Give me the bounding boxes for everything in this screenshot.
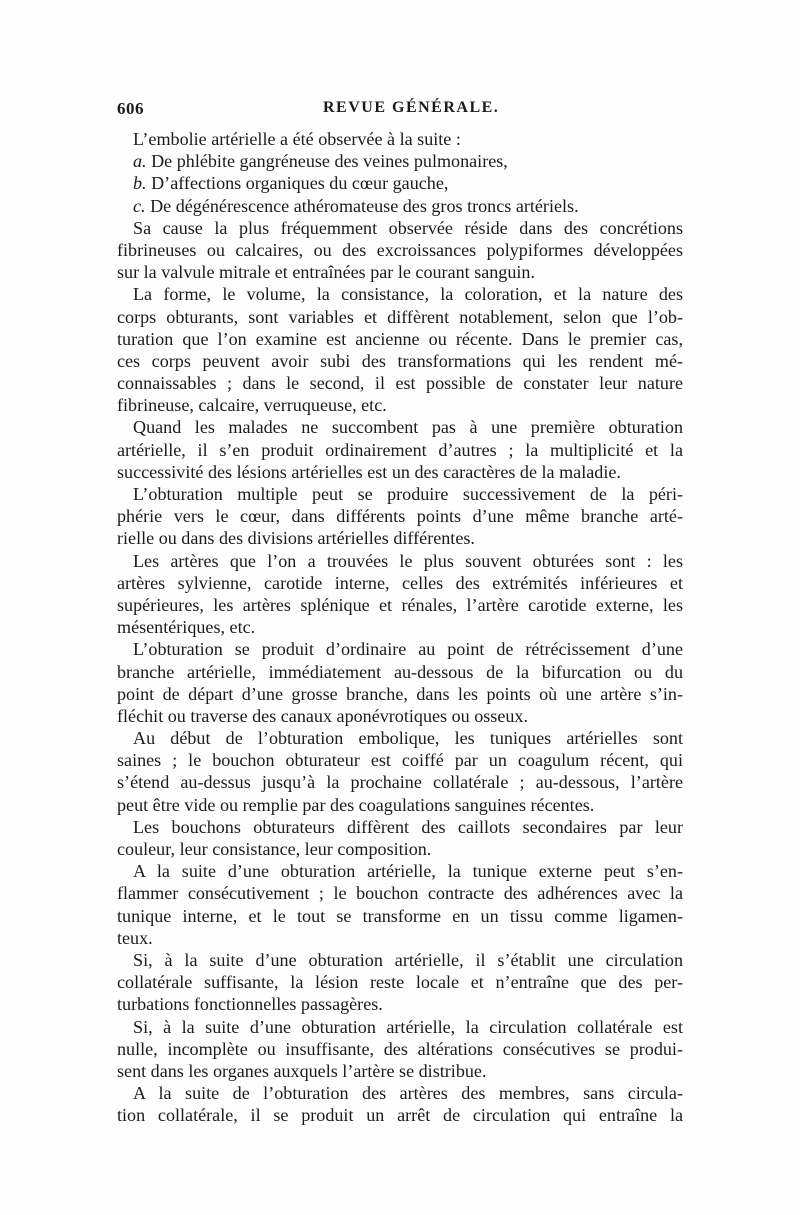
line-text: Sa cause la plus fréquemment observée réside dans des concrétions xyxy=(133,217,683,238)
page-number: 606 xyxy=(117,99,144,118)
text-line xyxy=(117,838,683,860)
line-text: L’embolie artérielle a été observée à la suite : xyxy=(133,129,461,149)
text-line xyxy=(117,905,683,927)
text-line xyxy=(117,416,683,438)
line-text: flammer consécutivement ; le bouchon contracte des adhérences avec la xyxy=(117,883,683,904)
text-line xyxy=(117,128,683,150)
line-text: Si, à la suite d’une obturation artérielle, la circulation collatérale est xyxy=(133,1016,683,1037)
line-text: turbations fonctionnelles passagères. xyxy=(117,994,383,1015)
text-line xyxy=(117,749,683,771)
line-text: sur la valvule mitrale et entraînées par le courant sanguin. xyxy=(117,262,536,283)
list-label: b. xyxy=(133,173,147,194)
line-text: sent dans les organes auxquels l’artère se distribue. xyxy=(117,1060,487,1081)
line-text: point de départ d’une grosse branche, dans les points où une artère s’in- xyxy=(117,683,683,704)
line-text: nulle, incomplète ou insuffisante, des altérations consécutives se produi- xyxy=(117,1038,683,1059)
text-line xyxy=(117,505,683,527)
line-text: saines ; le bouchon obturateur est coiffé par un coagulum récent, qui xyxy=(117,750,683,771)
line-text: s’étend au-dessus jusqu’à la prochaine collatérale ; au-dessous, l’artère xyxy=(117,772,683,793)
text-line xyxy=(117,771,683,793)
running-title: REVUE GÉNÉRALE. xyxy=(323,99,500,116)
text-line xyxy=(117,461,683,483)
line-text: tunique interne, et le tout se transforme en un tissu comme ligamen- xyxy=(117,905,683,926)
text-line xyxy=(117,705,683,727)
line-text: artérielle, il s’en produit ordinairement d’autres ; la multiplicité et la xyxy=(117,439,683,460)
text-line xyxy=(117,882,683,904)
list-label: a. xyxy=(133,151,147,172)
line-text: branche artérielle, immédiatement au-dessous de la bifurcation ou du xyxy=(117,661,683,682)
line-text: fibrineuses ou calcaires, ou des excroissances polypiformes développées xyxy=(117,239,683,260)
text-line xyxy=(117,372,683,394)
line-text: La forme, le volume, la consistance, la coloration, et la nature des xyxy=(133,284,683,305)
line-text: supérieures, les artères splénique et rénales, l’artère carotide externe, les xyxy=(117,594,683,615)
line-text: De dégénérescence athéromateuse des gros troncs artériels. xyxy=(145,195,579,216)
line-text: peut être vide ou remplie par des coagulations sanguines récentes. xyxy=(117,794,595,815)
line-text: L’obturation multiple peut se produire successivement de la péri- xyxy=(133,484,683,504)
text-line xyxy=(117,661,683,683)
text-line xyxy=(117,394,683,416)
text-line xyxy=(117,261,683,283)
text-line xyxy=(117,1060,683,1082)
line-text: collatérale suffisante, la lésion reste locale et n’entraîne que des per- xyxy=(117,972,683,993)
line-text: Les artères que l’on a trouvées le plus souvent obturées sont : les xyxy=(133,550,683,571)
text-line xyxy=(117,283,683,305)
text-line xyxy=(117,239,683,261)
text-line xyxy=(117,195,683,217)
text-line xyxy=(117,1038,683,1060)
text-line xyxy=(117,927,683,949)
line-text: L’obturation se produit d’ordinaire au point de rétrécissement d’une xyxy=(133,639,683,660)
line-text: rielle ou dans des divisions artérielles différentes. xyxy=(117,528,475,549)
text-line xyxy=(117,1082,683,1104)
text-line xyxy=(117,527,683,549)
line-text: fléchit ou traverse des canaux aponévrotiques ou osseux. xyxy=(117,705,528,726)
line-text: corps obturants, sont variables et diffèrent notablement, selon que l’ob- xyxy=(117,306,683,327)
text-line xyxy=(117,572,683,594)
text-line xyxy=(117,550,683,572)
line-text: connaissables ; dans le second, il est possible de constater leur nature xyxy=(117,373,683,394)
text-line xyxy=(117,616,683,638)
line-text: A la suite d’une obturation artérielle, la tunique externe peut s’en- xyxy=(133,861,683,882)
line-text: couleur, leur consistance, leur composition. xyxy=(117,839,432,859)
text-line xyxy=(117,993,683,1015)
line-text: phérie vers le cœur, dans différents points d’une même branche arté- xyxy=(117,506,683,527)
line-text: Si, à la suite d’une obturation artérielle, il s’établit une circulation xyxy=(133,949,683,970)
text-line xyxy=(117,350,683,372)
text-line xyxy=(117,328,683,350)
text-line xyxy=(117,727,683,749)
text-line xyxy=(117,794,683,816)
text-line xyxy=(117,1104,683,1126)
text-line xyxy=(117,971,683,993)
text-line xyxy=(117,1016,683,1038)
line-text: tion collatérale, il se produit un arrêt de circulation qui entraîne la xyxy=(117,1105,683,1126)
line-text: De phlébite gangréneuse des veines pulmonaires, xyxy=(146,151,508,172)
list-label: c. xyxy=(133,195,146,216)
text-line xyxy=(117,306,683,328)
line-text: teux. xyxy=(117,927,153,948)
line-text: A la suite de l’obturation des artères des membres, sans circula- xyxy=(133,1083,683,1104)
line-text: mésentériques, etc. xyxy=(117,617,256,638)
line-text: turation que l’on examine est ancienne ou récente. Dans le premier cas, xyxy=(117,328,683,349)
text-line xyxy=(117,949,683,971)
line-text: ces corps peuvent avoir subi des transformations qui les rendent mé- xyxy=(117,350,683,371)
text-line xyxy=(117,638,683,660)
page-header xyxy=(117,99,687,123)
text-line xyxy=(117,217,683,239)
text-line xyxy=(117,483,683,505)
text-line xyxy=(117,683,683,705)
line-text: fibrineuse, calcaire, verruqueuse, etc. xyxy=(117,395,387,416)
line-text: Quand les malades ne succombent pas à une première obturation xyxy=(133,417,683,438)
line-text: D’affections organiques du cœur gauche, xyxy=(146,173,449,194)
body-text xyxy=(117,128,683,1126)
text-line xyxy=(117,860,683,882)
line-text: Les bouchons obturateurs diffèrent des caillots secondaires par leur xyxy=(133,816,683,837)
line-text: Au début de l’obturation embolique, les tuniques artérielles sont xyxy=(133,728,683,749)
text-line xyxy=(117,594,683,616)
text-line xyxy=(117,439,683,461)
line-text: successivité des lésions artérielles est un des caractères de la maladie. xyxy=(117,461,621,482)
text-line xyxy=(117,172,683,194)
text-line xyxy=(117,816,683,838)
text-line xyxy=(117,150,683,172)
line-text: artères sylvienne, carotide interne, celles des extrémités inférieures et xyxy=(117,572,683,593)
